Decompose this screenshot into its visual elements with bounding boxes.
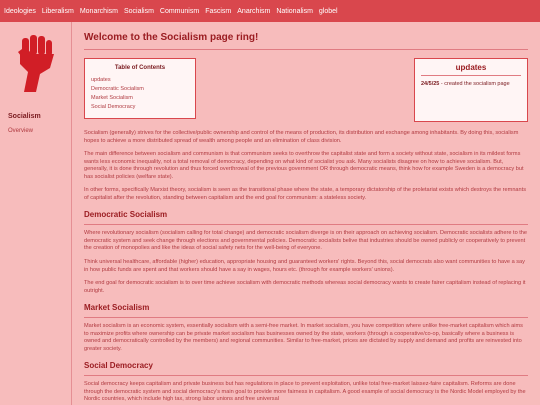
sidebar-item-overview[interactable]: Overview	[8, 128, 34, 134]
update-date: 24/5/25	[421, 81, 440, 87]
section-divider	[84, 224, 528, 225]
toc-title: Table of Contents	[114, 65, 166, 71]
nav-globel[interactable]: globel	[318, 7, 338, 15]
toc-item-market-socialism[interactable]: Market Socialism	[91, 95, 133, 101]
updates-title: updates	[455, 63, 487, 72]
social-democracy-paragraph-1: Social democracy keeps capitalism and private business but has regulations in place to prevent exploitation, unlike total free-market laissez-faire capitalism. Reforms are done through the democratic system and social democracy's main goal to provide more fairness in capitalism. A good example of social democracy is the Nordic Model employed by the Nordic countries, which include high tax, strong labor unions and free universal	[84, 381, 526, 403]
main-content	[72, 22, 540, 405]
section-title-democratic-socialism: Democratic Socialism	[84, 210, 168, 220]
democratic-socialism-paragraph-2: Think universal healthcare, affordable (higher) education, appropriate housing and guaranteed workers' rights. Beyond this, social democrats also want communities to have a say in how public funds are spent and that workers should have a say in wages, hours etc. (through for example workers' unions).	[84, 259, 525, 273]
toc-item-democratic-socialism[interactable]: Democratic Socialism	[91, 86, 144, 92]
nav-communism[interactable]: Communism	[159, 7, 200, 15]
toc-item-updates[interactable]: updates	[91, 77, 111, 83]
nav-socialism[interactable]: Socialism	[123, 7, 154, 15]
market-socialism-paragraph-1: Market socialism is an economic system, essentially socialism with a semi-free market. In market socialism, you have competition where unlike free-market capitalism which aims to maximize profits where ownership can be private market socialism has businesses owned by the state, workers (through a cooperative/co-op, basically where a business is owned and democratically controlled by the members) and regional communities. Similar to free-market, prices are dictated by supply and demand and profits are reinvested into greater society.	[84, 323, 523, 352]
toc-item-social-democracy[interactable]: Social Democracy	[91, 104, 136, 110]
section-title-market-socialism: Market Socialism	[84, 303, 150, 313]
intro-paragraph-2: The main difference between socialism and communism is that communism seeks to overthrow the capitalist state and form a society without state, socialism in its mildest forms wants less economic inequality, not a total removal of democracy, depending on what kind of socialist you ask. Many socialists disagree on how to achieve socialism. But, generally, it is done through revolution and thus forced overthrowal of the previous government OR through democratic means, think how for example Sweden is a democracy but has socialist policies (welfare state).	[84, 151, 524, 180]
nav-nationalism[interactable]: Nationalism	[276, 7, 313, 15]
updates-divider	[421, 75, 521, 76]
updates-box	[414, 58, 528, 122]
page-title: Welcome to the Socialism page ring!	[84, 32, 259, 43]
nav-anarchism[interactable]: Anarchism	[237, 7, 271, 15]
section-title-social-democracy: Social Democracy	[84, 361, 153, 371]
raised-fist-icon	[10, 30, 62, 94]
table-of-contents	[84, 58, 196, 119]
sidebar	[0, 22, 72, 405]
sidebar-title: Socialism	[8, 113, 41, 120]
democratic-socialism-paragraph-1: Where revolutionary socialism (socialism calling for total change) and democratic socialism diverge is on their approach on achieving socialism. Democratic socialists adhere to the democratic system and seek change through elections and governmental policies. Democratic socialists belive that industries should be owned publicly or cooperatively to prevent the creation of monopolies and like the ideas of social safety nets for the well-being of everyone.	[84, 230, 528, 252]
top-nav	[0, 0, 540, 22]
title-divider	[84, 49, 528, 50]
intro-paragraph-3: In other forms, specifically Marxist theory, socialism is seen as the transitional phase where the state, a temporary dictatorship of the proletariat exists which destroys the remnants of capitalist after the revolution, standing between capitalism and the end goal for communism: a stateless society.	[84, 187, 526, 201]
section-divider	[84, 375, 528, 376]
section-divider	[84, 317, 528, 318]
nav-fascism[interactable]: Fascism	[205, 7, 232, 15]
democratic-socialism-paragraph-3: The end goal for democratic socialism is to over time achieve socialism with democratic methods whereas social democracy wants to create fairer capitalism instead of replacing it outright.	[84, 280, 526, 294]
intro-paragraph-1: Socialism (generally) strives for the collective/public ownership and control of the means of production, its distribution and exchange among inhabitants. By doing this, socialism hopes to achieve a more distributed spread of wealth among people and an elimination of class division.	[84, 130, 519, 144]
update-item	[421, 81, 521, 87]
nav-monarchism[interactable]: Monarchism	[79, 7, 118, 15]
update-text: - created the socialism page	[439, 81, 510, 87]
nav-ideologies[interactable]: Ideologies	[4, 7, 36, 15]
nav-liberalism[interactable]: Liberalism	[41, 7, 74, 15]
